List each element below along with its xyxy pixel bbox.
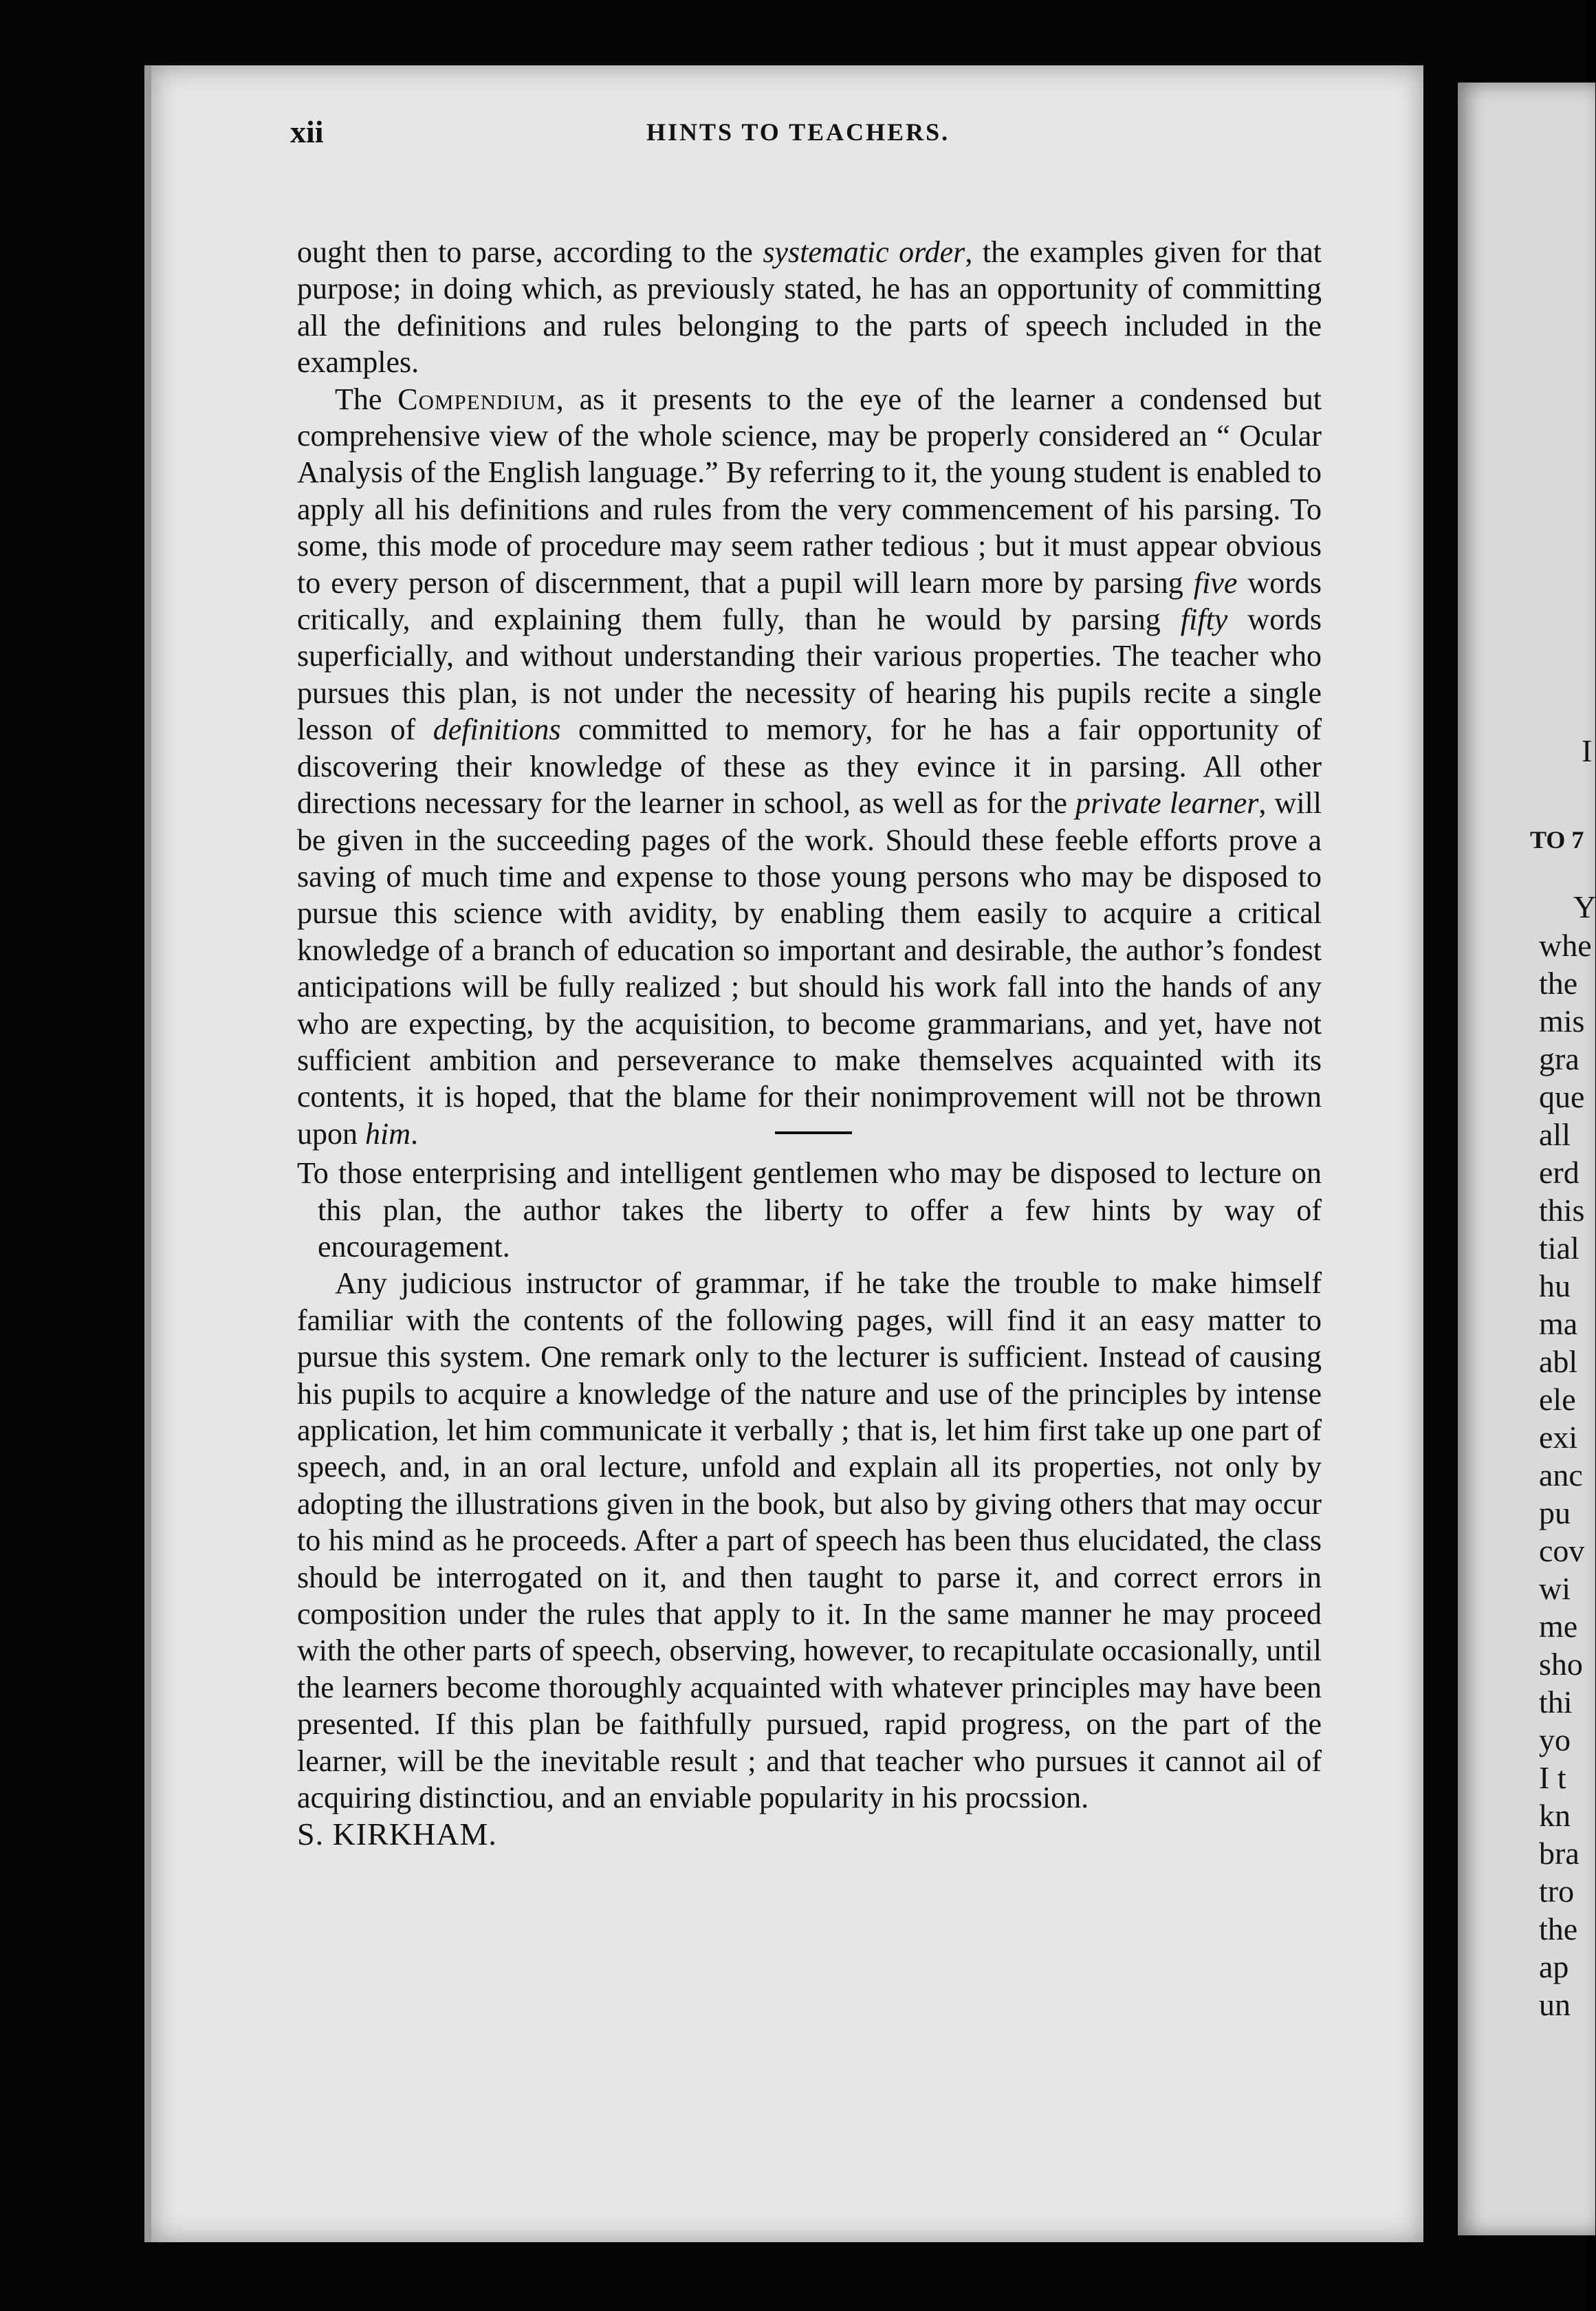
facing-page-fragment: anc: [1539, 1457, 1583, 1493]
facing-page-fragment: ele: [1539, 1382, 1576, 1417]
text-run: words critically, and explaining them fully, than he would by parsing: [297, 565, 1322, 637]
text-run: The: [335, 382, 398, 416]
emphasis-text: systematic order: [763, 235, 965, 269]
facing-page-fragment: mis: [1539, 1003, 1585, 1039]
facing-page-fragment: this: [1539, 1193, 1585, 1228]
text-run: , will be given in the succeeding pages of the work. Should these feeble efforts prove a saving of much time and expense to those young persons who may be disposed to pursue this science with avidity, by enabling them easily to acquire a critical knowledge of a branch of education so important and desirable, the author’s fondest anticipations will be fully realized ; but should his work fall into the hands of any who are expecting, by the acquisition, to become grammarians, and yet, have not sufficient ambition and perseverance to make themselves acquainted with its contents, it is hoped, that the blame for their nonimprovement will not be thrown upon: [297, 786, 1322, 1151]
facing-page-fragment: pu: [1539, 1495, 1571, 1530]
facing-page-fragment: sho: [1539, 1647, 1583, 1682]
facing-page-fragment: the: [1539, 966, 1578, 1001]
facing-page-fragment: hu: [1539, 1268, 1571, 1303]
facing-page-fragment: kn: [1539, 1798, 1571, 1833]
section-rule: [775, 1131, 852, 1134]
text-run: .: [411, 1116, 418, 1151]
emphasis-text: him: [365, 1116, 411, 1151]
emphasis-text: private learner: [1075, 786, 1259, 821]
text-run: words superficially, and without understanding their various properties. The teacher who pursues this plan, is not under the necessity of hearing his pupils recite a single lesson of: [297, 603, 1322, 747]
body-text: [297, 234, 1322, 1853]
text-run: , as it presents to the eye of the learner a condensed but comprehensive view of the whole science, may be properly considered an “ Ocular Analysis of the English language.” By referring to it, the young student is enabled to apply all his definitions and rules from the very commencement of his parsing. To some, this mode of procedure may seem rather tedious ; but it must appear obvious to every person of discernment, that a pupil will learn more by parsing: [297, 382, 1322, 600]
facing-page-edge: [1458, 83, 1595, 2235]
facing-page-fragment: the: [1539, 1911, 1578, 1946]
facing-page-fragment: me: [1539, 1609, 1578, 1644]
author-signature: S. KIRKHAM.: [297, 1816, 497, 1852]
paragraph-compendium: [297, 381, 1322, 1153]
facing-page-fragment: un: [1539, 1987, 1571, 2022]
facing-page-fragment: yo: [1539, 1722, 1571, 1757]
emphasis-text: fifty: [1180, 603, 1228, 637]
paragraph-lecturer-hints: Any judicious instructor of grammar, if he take the trouble to make himself familiar with the contents of the following pages, will find it an easy matter to pursue this system. One remark only to the lecturer is sufficient. Instead of causing his pupils to acquire a knowledge of the nature and use of the principles by intense application, let him communicate it verbally ; that is, let him first take up one part of speech, and, in an oral lecture, unfold and explain all its properties, not only by adopting the illustrations given in the book, but also by giving others that may occur to his mind as he proceeds. After a part of speech has been thus elucidated, the class should be interrogated on it, and then taught to parse it, and correct errors in composition under the rules that apply to it. In the same manner he may proceed with the other parts of speech, observing, however, to recapitulate occasionally, until the learners become thoroughly acquainted with whatever principles may have been presented. If this plan be faithfully pursued, rapid progress, on the part of the learner, will be the inevitable result ; and that teacher who pursues it cannot ail of acquiring distinctiou, and an enviable popularity in his procssion.: [297, 1266, 1322, 1815]
facing-page-fragment: cov: [1539, 1533, 1585, 1568]
facing-page-fragment: ma: [1539, 1306, 1578, 1341]
facing-page-fragment: abl: [1539, 1344, 1578, 1379]
facing-page-fragment: Y: [1573, 889, 1596, 924]
running-title: HINTS TO TEACHERS.: [646, 118, 950, 146]
page-number: xii: [290, 114, 324, 149]
paragraph-lecturer-notice: To those enterprising and intelligent gentlemen who may be disposed to lecture on this plan, the author takes the liberty to offer a few hints by way of encouragement.: [297, 1156, 1322, 1263]
facing-page-fragment: I t: [1539, 1760, 1566, 1795]
facing-page-fragment: all: [1539, 1117, 1571, 1152]
facing-page-fragment: bra: [1539, 1836, 1579, 1871]
facing-page-fragment: exi: [1539, 1420, 1578, 1455]
small-caps-text: Compendium: [397, 382, 556, 416]
facing-page-fragment: thi: [1539, 1684, 1573, 1719]
facing-page-fragment: whe: [1539, 928, 1592, 963]
facing-page-fragment: tial: [1539, 1230, 1579, 1266]
running-head: [144, 113, 1417, 155]
facing-page-fragment: I: [1582, 733, 1593, 768]
facing-page-fragment: gra: [1539, 1041, 1579, 1076]
text-run: , the examples given for that purpose; in doing which, as previously stated, he has an opportunity of committing all the definitions and rules belonging to the parts of speech included in the examples.: [297, 235, 1322, 380]
emphasis-text: definitions: [433, 713, 561, 747]
text-run: committed to memory, for he has a fair opportunity of discovering their knowledge of these as they evince it in parsing. All other directions necessary for the learner in school, as well as for the: [297, 713, 1322, 821]
text-run: ought then to parse, according to the: [297, 235, 763, 269]
facing-page-fragment: ap: [1539, 1949, 1569, 1984]
facing-page-fragment: tro: [1539, 1874, 1575, 1909]
paragraph-parsing-order: [297, 234, 1322, 381]
emphasis-text: five: [1193, 565, 1238, 600]
facing-page-fragment: wi: [1539, 1571, 1571, 1606]
facing-page-fragment: erd: [1539, 1155, 1579, 1190]
facing-page-fragment: que: [1539, 1079, 1585, 1114]
facing-page-fragment: TO 7: [1530, 826, 1584, 854]
